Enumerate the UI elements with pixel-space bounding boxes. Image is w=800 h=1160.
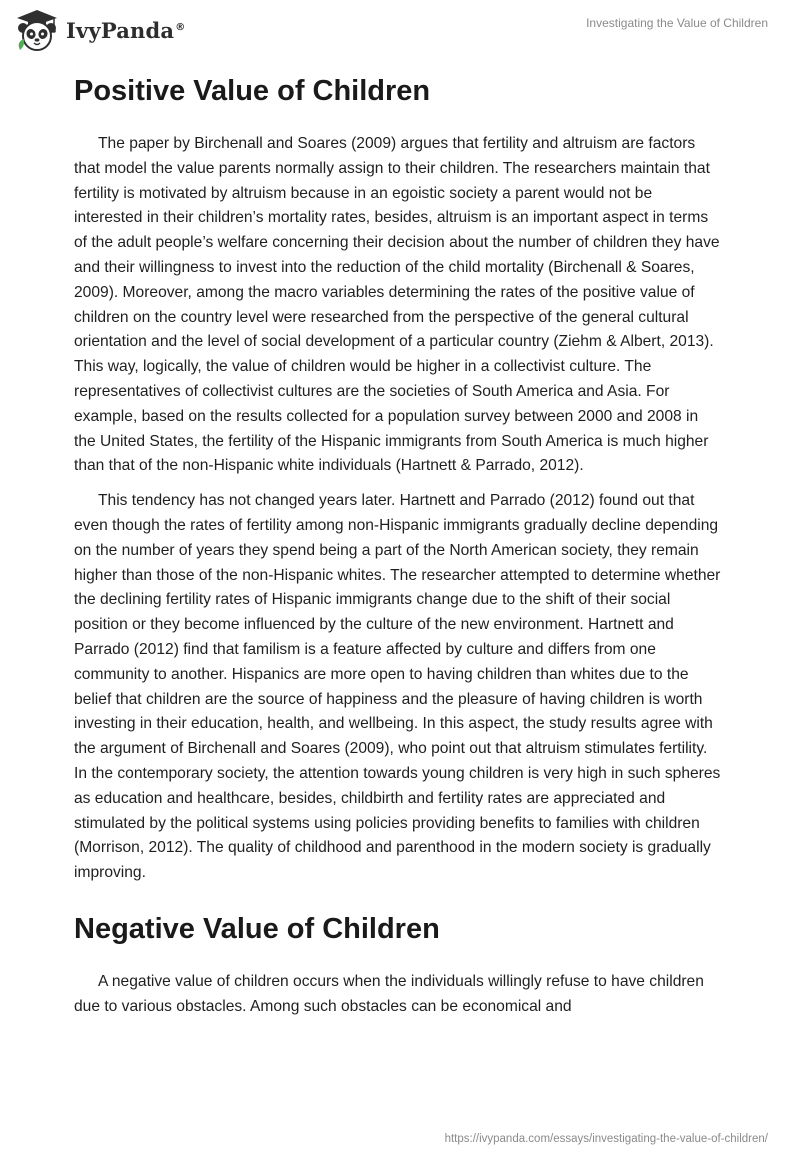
paragraph: A negative value of children occurs when the individuals willingly refuse to have children due to various obstacles. Among such obstacles can be economical and: [74, 972, 704, 1015]
section-heading-positive: Positive Value of Children: [74, 75, 431, 107]
ivypanda-logo[interactable]: [14, 8, 185, 52]
paragraph: The paper by Birchenall and Soares (2009) argues that fertility and altruism are factors that model the value parents normally assign to their children. The researchers maintain that fertility is motivated by altruism because in an egoistic society a parent would not be interested in their children’s mortality rates, besides, altruism is an important aspect in terms of the adult people’s welfare concerning their decision about the number of children they have and their willingness to invest into the reduction of the child mortality (Birchenall & Soares, 2009). Moreover, among the macro variables determining the rates of the positive value of children on the country level were researched from the perspective of the general cultural orientation and the level of social development of a particular country (Ziehm & Albert, 2013). This way, logically, the value of children would be higher in a collectivist culture. The representatives of collectivist cultures are the societies of South America and Asia. For example, based on the results collected for a population survey between 2000 and 2008 in the United States, the fertility of the Hispanic immigrants from South America is much higher than that of the non-Hispanic white individuals (Hartnett & Parrado, 2012).: [74, 135, 720, 475]
paragraph: This tendency has not changed years later. Hartnett and Parrado (2012) found out that even though the rates of fertility among non-Hispanic immigrants gradually decline depending on the number of years they spend being a part of the North American society, they remain higher than those of the non-Hispanic whites. The researcher attempted to determine whether the declining fertility rates of Hispanic immigrants change due to the shift of their social position or they become influenced by the culture of the new environment. Hartnett and Parrado (2012) find that familism is a feature affected by culture and differs from one community to another. Hispanics are more open to having children than whites due to the belief that children are the source of happiness and the pleasure of having children is worth investing in their education, health, and wellbeing. In this aspect, the study results agree with the argument of Birchenall and Soares (2009), who point out that altruism stimulates fertility. In the contemporary society, the attention towards young children is very high in such spheres as education and healthcare, besides, childbirth and fertility rates are appreciated and stimulated by the political systems using policies providing benefits to families with children (Morrison, 2012). The quality of childhood and parenthood in the modern society is gradually improving.: [74, 492, 721, 882]
page-header: [0, 0, 800, 60]
panda-graduate-icon: [14, 8, 60, 52]
essay-content: [74, 66, 724, 1020]
registered-mark: ®: [175, 21, 186, 33]
source-url-link[interactable]: https://ivypanda.com/essays/investigating-the-value-of-children/: [444, 1133, 768, 1145]
document-title: Investigating the Value of Children: [586, 16, 768, 30]
section-heading-negative: Negative Value of Children: [74, 912, 440, 945]
brand-name: IvyPanda®: [66, 17, 186, 43]
